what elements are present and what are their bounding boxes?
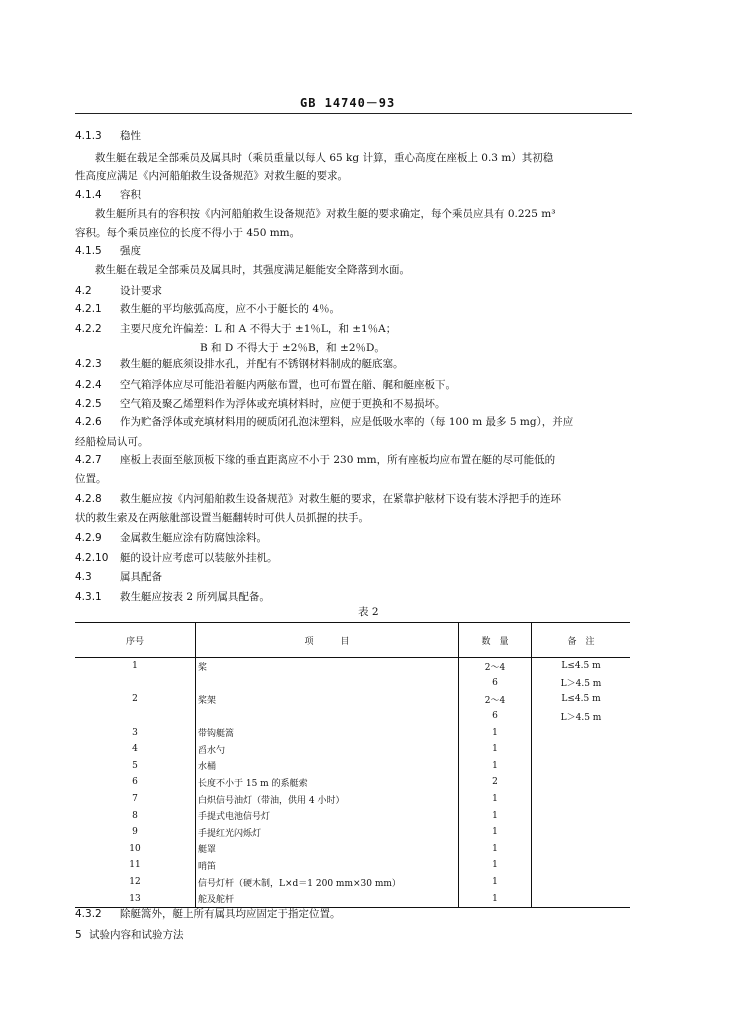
clause-text: 容积。每个乘员座位的长度不得小于 450 mm。 [75, 227, 301, 239]
clause-text: 性高度应满足《内河船舶救生设备规范》对救生艇的要求。 [75, 170, 348, 182]
paragraph-line [75, 530, 267, 545]
cell-remarks: L＞4.5 m [532, 675, 631, 692]
cell-remarks [532, 857, 631, 874]
table-row [75, 691, 630, 708]
cell-quantity: 1 [459, 758, 532, 775]
cell-remarks: L≤4.5 m [532, 691, 631, 708]
paragraph-line [75, 128, 141, 143]
cell-item: 桨 [196, 658, 459, 675]
cell-remarks [532, 774, 631, 791]
cell-quantity: 1 [459, 741, 532, 758]
cell-remarks [532, 741, 631, 758]
cell-item: 舀水勺 [196, 741, 459, 758]
paragraph-line [75, 321, 396, 336]
paragraph-line [75, 569, 162, 584]
cell-remarks [532, 724, 631, 741]
table-row [75, 824, 630, 841]
clause-text: 救生艇应按《内河船舶救生设备规范》对救生艇的要求，在紧靠护舷材下设有装木浮把手的连环 [120, 493, 561, 505]
clause-text: 容积 [120, 189, 141, 201]
paragraph-line [75, 356, 404, 371]
paragraph-line [75, 243, 141, 258]
clause-text: 金属救生艇应涂有防腐蚀涂料。 [120, 532, 267, 544]
cell-index: 2 [132, 694, 138, 705]
clause-number: 4.2.5 [75, 398, 102, 410]
cell-index: 9 [132, 827, 138, 838]
clause-number: 4.2.7 [75, 454, 102, 466]
cell-item: 白炽信号油灯（带油，供用 4 小时） [196, 791, 459, 808]
clause-text: 救生艇的艇底须设排水孔，并配有不锈钢材料制成的艇底塞。 [120, 358, 404, 370]
cell-index: 3 [132, 727, 138, 738]
paragraph-line [75, 301, 340, 316]
paragraph-line [75, 550, 278, 565]
paragraph-line [75, 168, 348, 183]
paragraph-line [75, 187, 141, 202]
clause-text: 位置。 [75, 473, 107, 485]
paragraph-line [75, 589, 270, 604]
cell-remarks: L＞4.5 m [532, 708, 631, 725]
header-index: 序号 [75, 623, 196, 658]
clause-number: 4.2.9 [75, 532, 102, 544]
clause-number: 4.1.4 [75, 189, 102, 201]
cell-quantity: 1 [459, 791, 532, 808]
cell-item: 水桶 [196, 758, 459, 775]
cell-quantity: 6 [459, 708, 532, 725]
table-row [75, 708, 630, 725]
paragraph-line [75, 434, 149, 449]
clause-text: 属具配备 [120, 571, 162, 583]
cell-index [75, 675, 196, 692]
cell-index: 6 [132, 777, 138, 788]
table-row [75, 658, 630, 675]
table-row [75, 675, 630, 692]
cell-remarks [532, 824, 631, 841]
clause-number: 4.3.2 [75, 908, 102, 920]
clause-text: 作为贮备浮体或充填材料用的硬质闭孔泡沫塑料，应是低吸水率的（每 100 m 最多 5 mg），并应 [120, 416, 574, 428]
header-quantity: 数 量 [459, 623, 532, 658]
cell-item: 舵及舵杆 [196, 890, 459, 907]
clause-number: 4.2.6 [75, 416, 102, 428]
cell-remarks [532, 758, 631, 775]
cell-index: 5 [132, 760, 138, 771]
cell-quantity: 2 [459, 774, 532, 791]
cell-item: 带钩艇篙 [196, 724, 459, 741]
table-row [75, 857, 630, 874]
clause-text: 状的救生索及在两舷舭部设置当艇翻转时可供人员抓握的扶手。 [75, 512, 369, 524]
cell-remarks [532, 841, 631, 858]
clause-number: 4.3 [75, 571, 92, 583]
clause-number: 5 [75, 929, 82, 941]
clause-number: 4.2.3 [75, 358, 102, 370]
paragraph-line [75, 377, 456, 392]
table-row [75, 791, 630, 808]
table-row [75, 807, 630, 824]
cell-index [75, 708, 196, 725]
cell-quantity: 1 [459, 724, 532, 741]
clause-number: 4.2.2 [75, 323, 102, 335]
cell-index: 1 [132, 661, 138, 672]
cell-quantity: 1 [459, 807, 532, 824]
header-item: 项 目 [196, 623, 459, 658]
clause-text: 试验内容和试验方法 [89, 929, 184, 941]
paragraph-line [75, 396, 446, 411]
cell-quantity: 6 [459, 675, 532, 692]
clause-text: 救生艇应按表 2 所列属具配备。 [120, 591, 270, 603]
clause-text: 强度 [120, 245, 141, 257]
cell-quantity: 1 [459, 857, 532, 874]
cell-quantity: 1 [459, 841, 532, 858]
clause-number: 4.2.1 [75, 303, 102, 315]
cell-item: 信号灯杆（硬木制，L×d＝1 200 mm×30 mm） [196, 874, 459, 891]
table-caption: 表 2 [358, 606, 379, 618]
cell-index: 13 [75, 890, 196, 907]
paragraph-line [75, 471, 107, 486]
table-row [75, 724, 630, 741]
clause-number: 4.1.5 [75, 245, 102, 257]
cell-index: 7 [132, 794, 138, 805]
clause-text: 空气箱浮体应尽可能沿着艇内两舷布置，也可布置在艏、艉和艇座板下。 [120, 379, 456, 391]
paragraph-line [75, 414, 573, 429]
paragraph-line [95, 150, 553, 165]
cell-index: 11 [129, 860, 141, 871]
clause-number: 4.2.8 [75, 493, 102, 505]
paragraph-line [75, 510, 369, 525]
clause-text: 救生艇在载足全部乘员及属具时，其强度满足艇能安全降落到水面。 [95, 264, 410, 276]
clause-text: 救生艇的平均舷弧高度，应不小于艇长的 4％。 [120, 303, 341, 315]
cell-quantity: 1 [459, 874, 532, 891]
clause-number: 4.2 [75, 285, 92, 297]
clause-text: 救生艇在载足全部乘员及属具时（乘员重量以每人 65 kg 计算，重心高度在座板上 0.3 m）其初稳 [95, 152, 554, 164]
table-row [75, 890, 630, 907]
clause-number: 4.3.1 [75, 591, 102, 603]
standard-number: GB 14740－93 [300, 96, 396, 110]
clause-text: 除艇篙外，艇上所有属具均应固定于指定位置。 [120, 908, 341, 920]
paragraph-line [95, 262, 410, 277]
paragraph-line [200, 340, 385, 355]
cell-index: 4 [132, 744, 138, 755]
paragraph-line [75, 452, 555, 467]
footer-line [75, 927, 184, 942]
clause-text: 艇的设计应考虑可以装舷外挂机。 [120, 552, 278, 564]
cell-index: 10 [129, 843, 141, 854]
cell-remarks [532, 807, 631, 824]
cell-remarks [532, 791, 631, 808]
cell-remarks [532, 890, 631, 907]
cell-index: 12 [129, 877, 141, 888]
paragraph-line [75, 283, 162, 298]
cell-item: 桨架 [196, 691, 459, 708]
clause-number: 4.1.3 [75, 130, 102, 142]
cell-remarks [532, 874, 631, 891]
cell-item: 艇罩 [196, 841, 459, 858]
clause-text: 空气箱及聚乙烯塑料作为浮体或充填材料时，应便于更换和不易损坏。 [120, 398, 446, 410]
header-rule [75, 113, 632, 114]
cell-index: 8 [132, 810, 138, 821]
cell-item: 哨笛 [196, 857, 459, 874]
clause-text: 经船检局认可。 [75, 436, 149, 448]
cell-item [196, 708, 459, 725]
table-row [75, 741, 630, 758]
cell-item: 长度不小于 15 m 的系艇索 [196, 774, 459, 791]
header-remarks: 备 注 [532, 623, 631, 658]
cell-quantity: 1 [459, 824, 532, 841]
table-row [75, 758, 630, 775]
cell-quantity: 2～4 [459, 691, 532, 708]
table-row [75, 774, 630, 791]
footer-line [75, 906, 341, 921]
clause-text: 稳性 [120, 130, 141, 142]
table-row [75, 874, 630, 891]
paragraph-line [75, 491, 561, 506]
clause-text: B 和 D 不得大于 ±2％B，和 ±2％D。 [200, 342, 385, 354]
cell-item: 手提红光闪烁灯 [196, 824, 459, 841]
cell-remarks: L≤4.5 m [532, 658, 631, 675]
paragraph-line [95, 206, 555, 221]
clause-text: 设计要求 [120, 285, 162, 297]
clause-text: 座板上表面至舷顶板下缘的垂直距离应不小于 230 mm，所有座板均应布置在艇的尽可能低的 [120, 454, 556, 466]
table-header-row [75, 623, 630, 658]
paragraph-line [75, 225, 300, 240]
cell-item [196, 675, 459, 692]
cell-item: 手提式电池信号灯 [196, 807, 459, 824]
clause-number: 4.2.10 [75, 552, 109, 564]
fittings-table [75, 622, 630, 908]
clause-number: 4.2.4 [75, 379, 102, 391]
cell-quantity: 1 [459, 890, 532, 907]
clause-text: 主要尺度允许偏差：L 和 A 不得大于 ±1％L，和 ±1％A； [120, 323, 397, 335]
clause-text: 救生艇所具有的容积按《内河船舶救生设备规范》对救生艇的要求确定，每个乘员应具有 0.225 m³ [95, 208, 556, 220]
table-row [75, 841, 630, 858]
cell-quantity: 2～4 [459, 658, 532, 675]
